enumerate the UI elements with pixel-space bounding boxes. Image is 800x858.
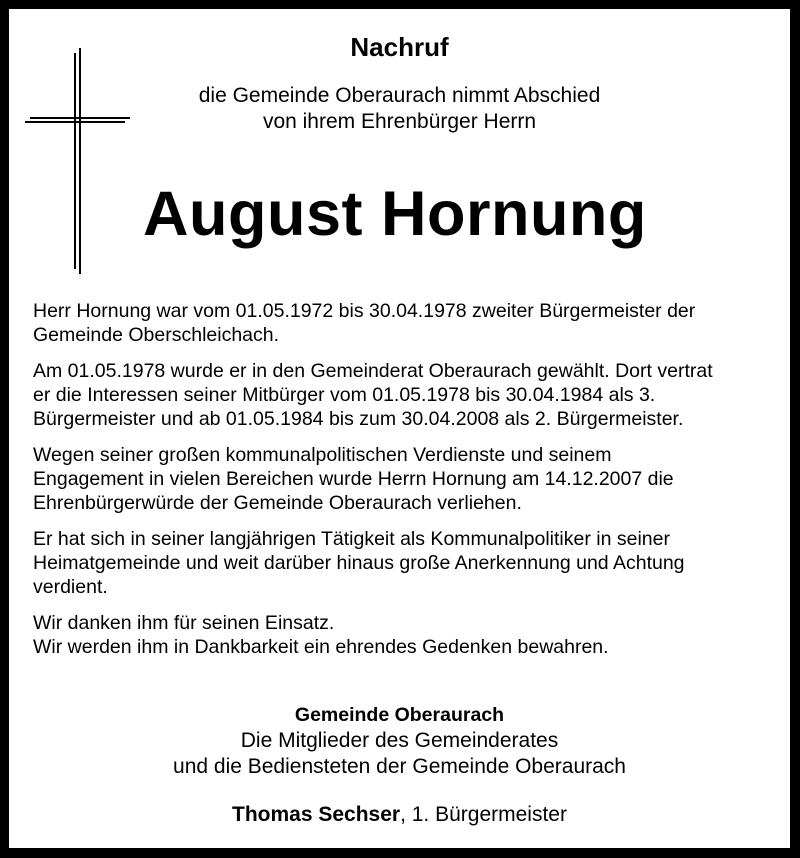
text-line: verdient.	[33, 576, 108, 598]
paragraph	[33, 527, 783, 599]
mayor-signature	[9, 803, 790, 827]
paragraph	[33, 443, 783, 515]
obituary-notice	[9, 9, 790, 848]
text-line: Wir werden ihm in Dankbarkeit ein ehrendes Gedenken bewahren.	[33, 636, 609, 658]
notice-body	[33, 299, 783, 671]
mayor-name: Thomas Sechser	[232, 803, 401, 826]
text-line: Ehrenbürgerwürde der Gemeinde Oberaurach verliehen.	[33, 492, 522, 514]
notice-title: Nachruf	[350, 32, 449, 62]
text-line: Am 01.05.1978 wurde er in den Gemeinderat Oberaurach gewählt. Dort vertrat	[33, 360, 713, 382]
text-line: Er hat sich in seiner langjährigen Tätigkeit als Kommunalpolitiker in seiner	[33, 528, 670, 550]
text-line: Bürgermeister und ab 01.05.1984 bis zum 30.04.2008 als 2. Bürgermeister.	[33, 408, 684, 430]
signature-block	[9, 702, 790, 780]
text-line: Wegen seiner großen kommunalpolitischen Verdienste und seinem	[33, 444, 612, 466]
organization-name: Gemeinde Oberaurach	[294, 704, 505, 726]
paragraph	[33, 611, 783, 659]
text-line: er die Interessen seiner Mitbürger vom 01.05.1978 bis 30.04.1984 als 3.	[33, 384, 656, 406]
paragraph	[33, 299, 783, 347]
text-line: Herr Hornung war vom 01.05.1972 bis 30.04.1978 zweiter Bürgermeister der	[33, 300, 696, 322]
signature-line: und die Bediensteten der Gemeinde Oberaurach	[173, 755, 626, 778]
text-line: Wir danken ihm für seinen Einsatz.	[33, 612, 335, 634]
subtitle-line: die Gemeinde Oberaurach nimmt Abschied	[198, 84, 601, 107]
text-line: Engagement in vielen Bereichen wurde Herrn Hornung am 14.12.2007 die	[33, 468, 674, 490]
paragraph	[33, 359, 783, 431]
text-line: Heimatgemeinde und weit darüber hinaus große Anerkennung und Achtung	[33, 552, 685, 574]
subtitle-line: von ihrem Ehrenbürger Herrn	[262, 110, 537, 133]
signature-line: Die Mitglieder des Gemeinderates	[240, 729, 559, 752]
deceased-name: August Hornung	[143, 179, 647, 249]
notice-subtitle	[9, 83, 790, 135]
mayor-title: , 1. Bürgermeister	[400, 803, 567, 826]
text-line: Gemeinde Oberschleichach.	[33, 324, 280, 346]
